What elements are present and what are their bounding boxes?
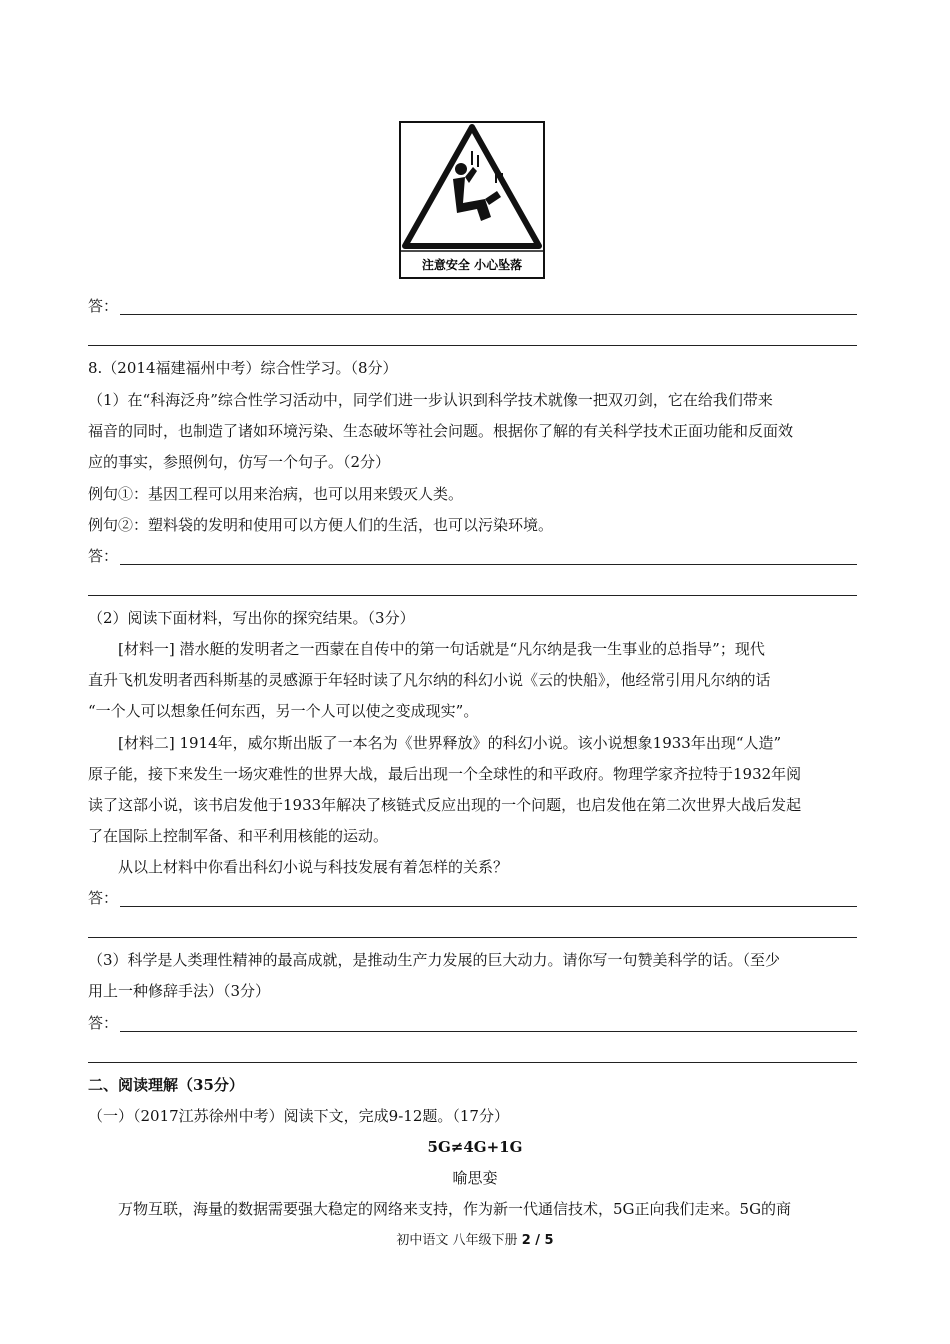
example-sentence-1: 例句①：基因工程可以用来治病，也可以用来毁灭人类。 [88, 485, 464, 503]
q8-part1-line: 应的事实，参照例句，仿写一个句子。（2分） [88, 453, 391, 471]
material-2-line: 原子能，接下来发生一场灾难性的世界大战，最后出现一个全球性的和平政府。物理学家齐拉特于1932年阅 [88, 765, 802, 783]
q8-part2-intro: （2）阅读下面材料，写出你的探究结果。（3分） [88, 609, 415, 627]
answer-line[interactable] [88, 345, 857, 346]
answer-label: 答： [88, 889, 119, 907]
sign-caption: 注意安全 小心坠落 [421, 258, 523, 272]
section-2-subheading: （一）（2017江苏徐州中考）阅读下文，完成9-12题。（17分） [88, 1107, 509, 1125]
q8-part3-line: 用上一种修辞手法）（3分） [88, 982, 271, 1000]
q8-part1-line: 福音的同时，也制造了诸如环境污染、生态破坏等社会问题。根据你了解的有关科学技术正面功能和反面效 [88, 422, 794, 440]
answer-line[interactable] [120, 564, 857, 565]
answer-label: 答： [88, 547, 119, 565]
answer-line[interactable] [120, 1031, 857, 1032]
answer-line[interactable] [88, 1062, 857, 1063]
material-1-line: 直升飞机发明者西科斯基的灵感源于年轻时读了凡尔纳的科幻小说《云的快船》，他经常引用凡尔纳的话 [88, 671, 771, 689]
page-number: 2 / 5 [521, 1233, 554, 1248]
answer-line[interactable] [88, 595, 857, 596]
answer-label: 答： [88, 1014, 119, 1032]
page-footer [0, 1229, 950, 1248]
example-sentence-2: 例句②：塑料袋的发明和使用可以方便人们的生活，也可以污染环境。 [88, 516, 554, 534]
article-title: 5G≠4G+1G [427, 1138, 523, 1156]
answer-line[interactable] [88, 937, 857, 938]
article-author: 喻思娈 [452, 1169, 498, 1187]
question-8-heading: 8.（2014福建福州中考）综合性学习。（8分） [88, 359, 398, 377]
q8-part3-line: （3）科学是人类理性精神的最高成就，是推动生产力发展的巨大动力。请你写一句赞美科学的话。（至少 [88, 951, 781, 969]
material-1-line: “一个人可以想象任何东西，另一个人可以使之变成现实”。 [88, 702, 479, 720]
section-2-heading: 二、阅读理解（35分） [88, 1076, 244, 1094]
material-2-line: 了在国际上控制军备、和平利用核能的运动。 [88, 827, 389, 845]
footer-text: 初中语文 八年级下册 [396, 1233, 522, 1248]
q8-part1-line: （1）在“科海泛舟”综合性学习活动中，同学们进一步认识到科学技术就像一把双刃剑，它在给我们带来 [88, 391, 773, 409]
article-first-line: 万物互联，海量的数据需要强大稳定的网络来支持，作为新一代通信技术，5G正向我们走来。5G的商 [118, 1200, 792, 1218]
q8-part2-question: 从以上材料中你看出科幻小说与科技发展有着怎样的关系？ [118, 858, 509, 876]
material-2-line: 读了这部小说，该书启发他于1933年解决了核链式反应出现的一个问题，也启发他在第二次世界大战后发起 [88, 796, 802, 814]
answer-line[interactable] [120, 314, 857, 315]
answer-line[interactable] [120, 906, 857, 907]
material-2-line: [材料二] 1914年，威尔斯出版了一本名为《世界释放》的科幻小说。该小说想象1933年出现“人造” [118, 734, 782, 752]
answer-label: 答： [88, 297, 119, 315]
material-1-line: [材料一] 潜水艇的发明者之一西蒙在自传中的第一句话就是“凡尔纳是我一生事业的总指导”；现代 [118, 640, 765, 658]
warning-sign-image [399, 121, 545, 279]
